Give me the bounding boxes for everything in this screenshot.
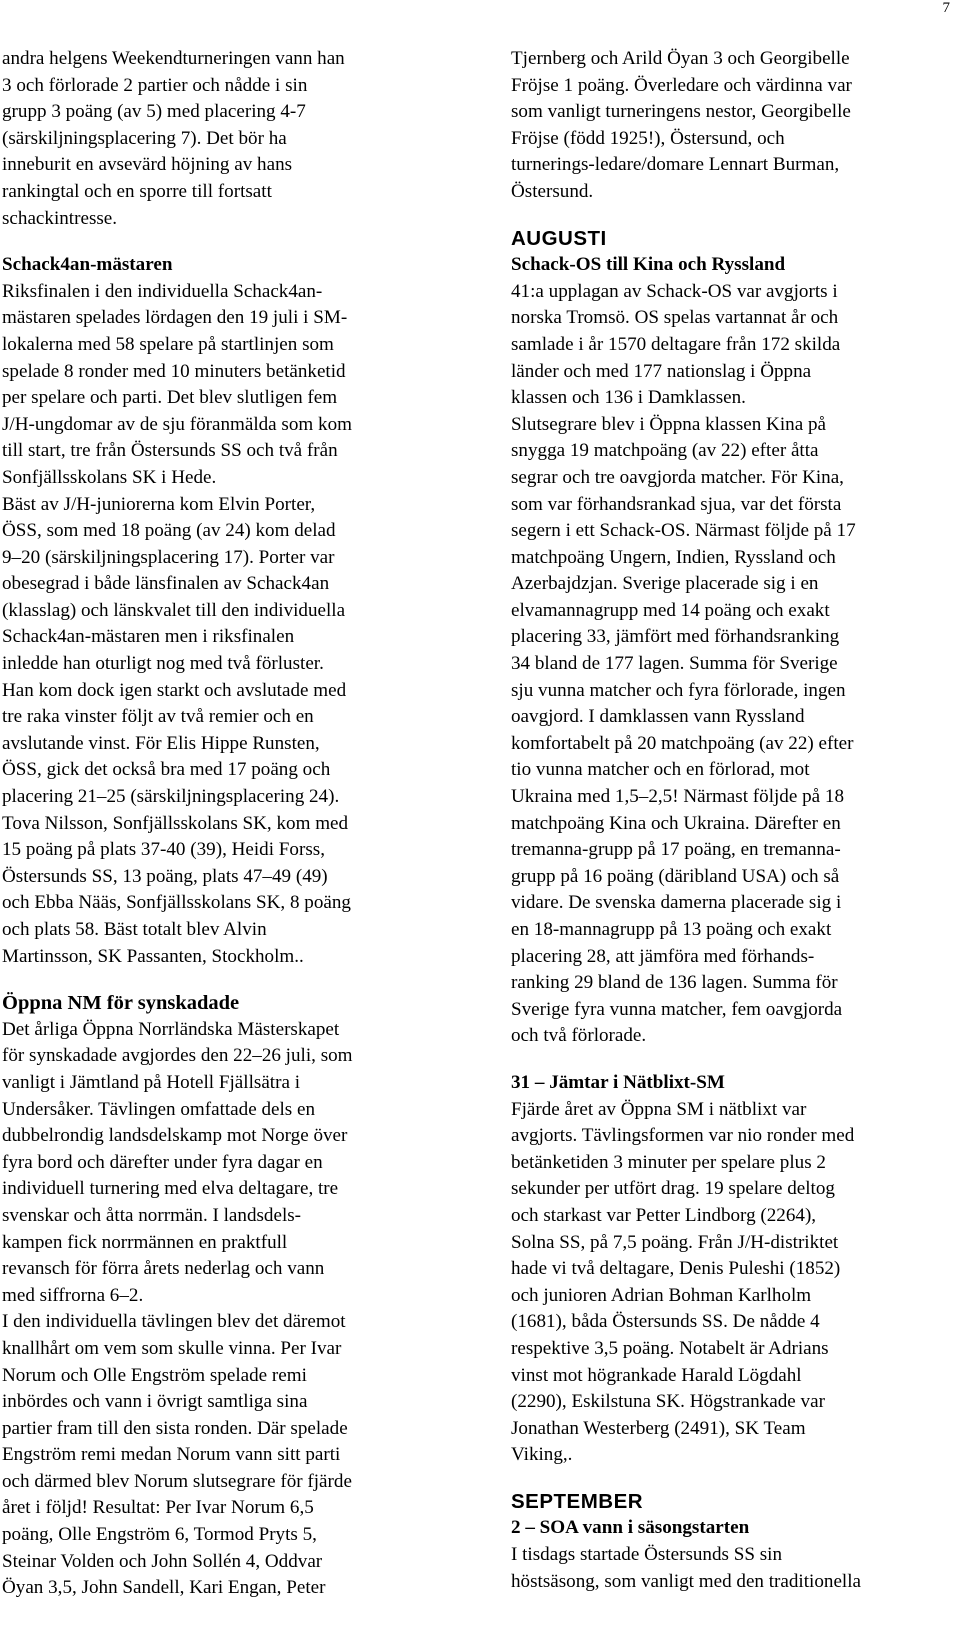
- text-line: elvamannagrupp med 14 poäng och exakt: [511, 599, 830, 621]
- text-line: vanligt i Jämtland på Hotell Fjällsätra i: [2, 1071, 301, 1093]
- text-line: placering 28, att jämföra med förhands-: [511, 945, 815, 967]
- text-line: snygga 19 matchpoäng (av 22) efter åtta: [511, 440, 819, 462]
- text-line: poäng, Olle Engström 6, Tormod Pryts 5,: [2, 1524, 317, 1546]
- text-line: Tova Nilsson, Sonfjällsskolans SK, kom med: [2, 812, 349, 834]
- text-line: placering 33, jämfört med förhandsranking: [511, 626, 840, 648]
- text-line: 3 och förlorade 2 partier och nådde i sin: [2, 74, 308, 96]
- text-line: placering 21–25 (särskiljningsplacering 24).: [2, 786, 340, 808]
- text-line: komfortabelt på 20 matchpoäng (av 22) efter: [511, 732, 854, 754]
- text-line: partier fram till den sista ronden. Där spelade: [2, 1417, 348, 1439]
- text-line: Östersunds SS, 13 poäng, plats 47–49 (49): [2, 865, 328, 887]
- text-line: och två förlorade.: [511, 1025, 647, 1047]
- text-line: grupp 3 poäng (av 5) med placering 4-7: [2, 101, 306, 123]
- text-line: vidare. De svenska damerna placerade sig i: [511, 892, 842, 914]
- text-line: Azerbajdzjan. Sverige placerade sig i en: [511, 573, 819, 595]
- text-line: spelade 8 ronder med 10 minuters betänketid: [2, 360, 346, 382]
- nm-paragraph: [2, 1017, 442, 1602]
- text-line: Undersåker. Tävlingen omfattade dels en: [2, 1098, 315, 1120]
- text-line: inbördes och vann i övrigt samtliga sina: [2, 1391, 308, 1413]
- text-line: tre raka vinster följt av två remier och en: [2, 706, 314, 728]
- schack4an-heading: Schack4an-mästaren: [2, 254, 173, 276]
- text-line: Östersund.: [511, 180, 594, 202]
- text-line: revansch för förra årets nederlag och vann: [2, 1258, 325, 1280]
- text-line: klassen och 136 i Damklassen.: [511, 387, 746, 409]
- text-line: och därmed blev Norum slutsegrare för fjärde: [2, 1470, 352, 1492]
- text-line: per spelare och parti. Det blev slutligen fem: [2, 387, 338, 409]
- text-line: och junioren Adrian Bohman Karlholm: [511, 1284, 812, 1306]
- text-line: matchpoäng Ungern, Indien, Ryssland och: [511, 546, 836, 568]
- text-line: rankingtal och en sporre till fortsatt: [2, 180, 272, 202]
- left-column: [2, 46, 442, 1602]
- text-line: Viking,.: [511, 1444, 573, 1466]
- intro-paragraph: [2, 46, 442, 232]
- text-line: tio vunna matcher och en förlorad, mot: [511, 759, 810, 781]
- text-line: vinst mot högrankade Harald Lögdahl: [511, 1364, 802, 1386]
- text-line: (klasslag) och länskvalet till den individuella: [2, 599, 346, 621]
- text-line: oavgjord. I damklassen vann Ryssland: [511, 706, 805, 728]
- text-line: med siffrorna 6–2.: [2, 1284, 144, 1306]
- text-line: Solna SS, på 7,5 poäng. Från J/H-distriktet: [511, 1231, 839, 1253]
- text-line: Fjärde året av Öppna SM i nätblixt var: [511, 1098, 807, 1120]
- text-line: länder och med 177 nationslag i Öppna: [511, 360, 812, 382]
- text-line: knallhårt om vem som skulle vinna. Per Ivar: [2, 1337, 342, 1359]
- intro-paragraph: [511, 46, 956, 206]
- text-line: ÖSS, gick det också bra med 17 poäng och: [2, 759, 331, 781]
- spacer: [2, 970, 442, 990]
- schack4an-paragraph: [2, 279, 442, 970]
- text-line: sekunder per utfört drag. 19 spelare deltog: [511, 1178, 835, 1200]
- text-line: segrar och tre oavgjorda matcher. För Kina,: [511, 466, 844, 488]
- soa-heading: 2 – SOA vann i säsongstarten: [511, 1517, 750, 1539]
- text-line: Riksfinalen i den individuella Schack4an-: [2, 280, 323, 302]
- text-line: höstsäsong, som vanligt med den traditionella: [511, 1570, 861, 1592]
- text-line: Fröjse (född 1925!), Östersund, och: [511, 127, 785, 149]
- text-line: tremanna-grupp på 17 poäng, en tremanna-: [511, 839, 841, 861]
- text-line: schackintresse.: [2, 207, 118, 229]
- text-line: 9–20 (särskiljningsplacering 17). Porter var: [2, 546, 335, 568]
- text-line: grupp på 16 poäng (däribland USA) och så: [511, 865, 840, 887]
- text-line: Norum och Olle Engström spelade remi: [2, 1364, 307, 1386]
- spacer: [511, 1469, 956, 1489]
- text-line: lokalerna med 58 spelare på startlinjen som: [2, 333, 334, 355]
- text-line: sju vunna matcher och fyra förlorade, ingen: [511, 679, 846, 701]
- text-line: inledde han oturligt nog med två förluster.: [2, 653, 324, 675]
- text-line: 34 bland de 177 lagen. Summa för Sverige: [511, 653, 838, 675]
- text-line: turnerings-ledare/domare Lennart Burman,: [511, 154, 840, 176]
- text-line: Steinar Volden och John Sollén 4, Oddvar: [2, 1550, 323, 1572]
- text-line: (1681), båda Östersunds SS. De nådde 4: [511, 1311, 820, 1333]
- text-line: andra helgens Weekendturneringen vann han: [2, 48, 345, 69]
- text-line: och plats 58. Bäst totalt blev Alvin: [2, 919, 267, 940]
- text-line: individuell turnering med elva deltagare, tre: [2, 1178, 339, 1200]
- september-heading: SEPTEMBER: [511, 1489, 644, 1513]
- text-line: Tjernberg och Arild Öyan 3 och Georgibelle: [511, 48, 850, 69]
- text-line: Martinsson, SK Passanten, Stockholm..: [2, 945, 304, 967]
- right-column: [511, 46, 956, 1595]
- text-line: Han kom dock igen starkt och avslutade med: [2, 679, 347, 701]
- blixt-heading: 31 – Jämtar i Nätblixt-SM: [511, 1071, 725, 1093]
- text-line: hade vi två deltagare, Denis Puleshi (1852): [511, 1258, 841, 1280]
- spacer: [2, 232, 442, 252]
- text-line: Sonfjällsskolans SK i Hede.: [2, 466, 217, 488]
- text-line: inneburit en avsevärd höjning av hans: [2, 154, 293, 176]
- text-line: kampen fick norrmännen en praktfull: [2, 1231, 288, 1253]
- text-line: matchpoäng Kina och Ukraina. Därefter en: [511, 812, 841, 834]
- os-heading: Schack-OS till Kina och Ryssland: [511, 254, 786, 276]
- text-line: Ukraina med 1,5–2,5! Närmast följde på 18: [511, 786, 844, 808]
- text-line: samlade i år 1570 deltagare från 172 skilda: [511, 333, 841, 355]
- text-line: I tisdags startade Östersunds SS sin: [511, 1544, 783, 1566]
- text-line: avgjorts. Tävlingsformen var nio ronder med: [511, 1125, 855, 1147]
- blixt-paragraph: [511, 1097, 956, 1469]
- text-line: norska Tromsö. OS spelas vartannat år och: [511, 307, 839, 329]
- text-line: I den individuella tävlingen blev det däremot: [2, 1311, 346, 1333]
- nm-heading: Öppna NM för synskadade: [2, 992, 240, 1015]
- text-line: till start, tre från Östersunds SS och två från: [2, 440, 338, 462]
- text-line: 41:a upplagan av Schack-OS var avgjorts i: [511, 280, 838, 302]
- text-line: avslutande vinst. För Elis Hippe Runsten,: [2, 732, 320, 754]
- text-line: segern i ett Schack-OS. Närmast följde på 17: [511, 520, 856, 542]
- text-line: betänketiden 3 minuter per spelare plus 2: [511, 1151, 826, 1173]
- text-line: svenskar och åtta norrmän. I landsdels-: [2, 1204, 302, 1226]
- text-line: 15 poäng på plats 37-40 (39), Heidi Forss,: [2, 839, 325, 861]
- text-line: respektive 3,5 poäng. Notabelt är Adrians: [511, 1337, 829, 1359]
- os-paragraph: [511, 279, 956, 1050]
- text-line: (2290), Eskilstuna SK. Högstrankade var: [511, 1391, 825, 1413]
- text-line: Bäst av J/H-juniorerna kom Elvin Porter,: [2, 493, 316, 515]
- text-line: året i följd! Resultat: Per Ivar Norum 6,5: [2, 1497, 314, 1519]
- text-line: obesegrad i både länsfinalen av Schack4an: [2, 573, 330, 595]
- spacer: [511, 1050, 956, 1070]
- text-line: för synskadade avgjordes den 22–26 juli, som: [2, 1045, 353, 1067]
- spacer: [511, 206, 956, 226]
- text-line: ranking 29 bland de 136 lagen. Summa för: [511, 972, 838, 994]
- text-line: mästaren spelades lördagen den 19 juli i SM-: [2, 307, 348, 329]
- text-line: en 18-mannagrupp på 13 poäng och exakt: [511, 919, 832, 940]
- text-line: Schack4an-mästaren men i riksfinalen: [2, 626, 295, 648]
- text-line: och starkast var Petter Lindborg (2264),: [511, 1204, 817, 1226]
- text-line: Öyan 3,5, John Sandell, Kari Engan, Peter: [2, 1577, 326, 1599]
- page-number: 7: [942, 0, 950, 16]
- text-line: (särskiljningsplacering 7). Det bör ha: [2, 127, 287, 149]
- text-line: som vanligt turneringens nestor, Georgibelle: [511, 101, 851, 123]
- text-line: som var förhandsrankad sjua, var det första: [511, 493, 842, 515]
- text-line: Engström remi medan Norum vann sitt parti: [2, 1444, 341, 1466]
- text-line: J/H-ungdomar av de sju föranmälda som kom: [2, 413, 352, 435]
- text-line: Slutsegrare blev i Öppna klassen Kina på: [511, 413, 826, 435]
- text-line: Sverige fyra vunna matcher, fem oavgjorda: [511, 998, 843, 1020]
- text-line: fyra bord och därefter under fyra dagar en: [2, 1151, 323, 1173]
- text-line: och Ebba Nääs, Sonfjällsskolans SK, 8 poäng: [2, 892, 351, 914]
- text-line: Fröjse 1 poäng. Överledare och värdinna var: [511, 74, 852, 96]
- text-line: ÖSS, som med 18 poäng (av 24) kom delad: [2, 520, 336, 542]
- text-line: dubbelrondig landsdelskamp mot Norge över: [2, 1125, 348, 1147]
- text-line: Jonathan Westerberg (2491), SK Team: [511, 1417, 806, 1439]
- text-line: Det årliga Öppna Norrländska Mästerskapet: [2, 1018, 340, 1040]
- soa-paragraph: [511, 1542, 956, 1595]
- augusti-heading: AUGUSTI: [511, 226, 607, 250]
